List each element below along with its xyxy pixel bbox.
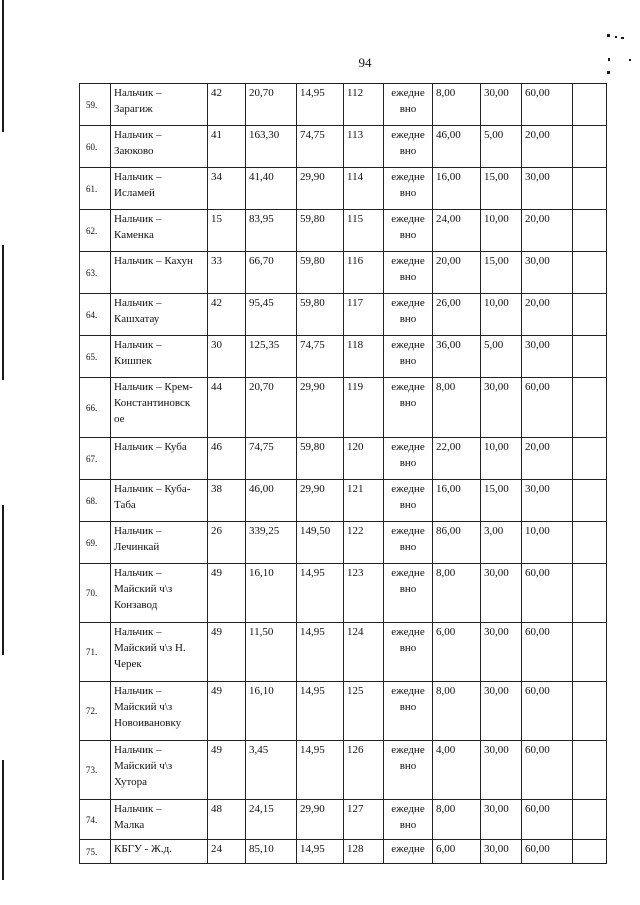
frequency — [384, 378, 433, 438]
cell-col-5: 14,95 — [297, 564, 344, 623]
cell-col-6: 127 — [344, 800, 384, 840]
frequency-line: вно — [399, 313, 417, 325]
frequency — [384, 336, 433, 378]
cell-col-11 — [573, 168, 607, 210]
cell-col-11 — [573, 840, 607, 864]
cell-col-9: 30,00 — [481, 741, 522, 800]
route-name-line: Майский ч\з — [114, 583, 173, 595]
frequency — [384, 741, 433, 800]
cell-col-6: 115 — [344, 210, 384, 252]
route-name — [111, 210, 208, 252]
route-name-line: Новоивановку — [114, 717, 182, 729]
frequency-line: вно — [399, 229, 417, 241]
frequency — [384, 800, 433, 840]
frequency-line: вно — [399, 187, 417, 199]
scan-mark-right-3 — [621, 37, 624, 39]
cell-col-4: 3,45 — [246, 741, 297, 800]
cell-col-3: 34 — [208, 168, 246, 210]
cell-col-11 — [573, 336, 607, 378]
frequency — [384, 168, 433, 210]
cell-col-5: 29,90 — [297, 800, 344, 840]
cell-col-5: 29,90 — [297, 378, 344, 438]
cell-col-5: 29,90 — [297, 480, 344, 522]
cell-col-4: 125,35 — [246, 336, 297, 378]
cell-col-4: 16,10 — [246, 682, 297, 741]
cell-col-3: 38 — [208, 480, 246, 522]
table-row — [80, 840, 607, 864]
frequency-line: вно — [399, 103, 417, 115]
route-name — [111, 741, 208, 800]
cell-col-5: 14,95 — [297, 682, 344, 741]
route-name-line: Нальчик – — [114, 744, 162, 756]
cell-col-6: 120 — [344, 438, 384, 480]
frequency-line: ежедне — [391, 843, 425, 855]
frequency-line: ежедне — [391, 339, 425, 351]
cell-col-3: 49 — [208, 623, 246, 682]
row-number: 68. — [80, 480, 111, 522]
table-row — [80, 522, 607, 564]
cell-col-3: 49 — [208, 682, 246, 741]
frequency-line: вно — [399, 819, 417, 831]
cell-col-6: 116 — [344, 252, 384, 294]
frequency-line: ежедне — [391, 744, 425, 756]
route-name-line: Заюково — [114, 145, 154, 157]
cell-col-6: 119 — [344, 378, 384, 438]
cell-col-5: 59,80 — [297, 438, 344, 480]
cell-col-11 — [573, 564, 607, 623]
frequency-line: ежедне — [391, 381, 425, 393]
frequency-line: ежедне — [391, 685, 425, 697]
route-name — [111, 800, 208, 840]
cell-col-5: 59,80 — [297, 210, 344, 252]
route-name — [111, 438, 208, 480]
cell-col-9: 30,00 — [481, 84, 522, 126]
scan-mark-right-6 — [607, 71, 610, 74]
row-number: 74. — [80, 800, 111, 840]
cell-col-9: 15,00 — [481, 168, 522, 210]
frequency-line: ежедне — [391, 483, 425, 495]
route-name — [111, 522, 208, 564]
cell-col-4: 20,70 — [246, 378, 297, 438]
table-row — [80, 378, 607, 438]
frequency-line: ежедне — [391, 255, 425, 267]
cell-col-8: 8,00 — [433, 800, 481, 840]
frequency-line: вно — [399, 457, 417, 469]
route-name — [111, 168, 208, 210]
cell-col-8: 26,00 — [433, 294, 481, 336]
cell-col-6: 117 — [344, 294, 384, 336]
route-name-line: Малка — [114, 819, 145, 831]
route-name — [111, 564, 208, 623]
cell-col-6: 114 — [344, 168, 384, 210]
cell-col-3: 42 — [208, 84, 246, 126]
route-name — [111, 336, 208, 378]
cell-col-10: 60,00 — [522, 564, 573, 623]
route-name-line: Исламей — [114, 187, 155, 199]
row-number: 64. — [80, 294, 111, 336]
cell-col-3: 49 — [208, 741, 246, 800]
route-name — [111, 480, 208, 522]
row-number: 62. — [80, 210, 111, 252]
route-name-line: Нальчик – — [114, 87, 162, 99]
row-number: 70. — [80, 564, 111, 623]
cell-col-9: 5,00 — [481, 126, 522, 168]
cell-col-11 — [573, 438, 607, 480]
cell-col-4: 41,40 — [246, 168, 297, 210]
cell-col-9: 5,00 — [481, 336, 522, 378]
route-name-line: Майский ч\з — [114, 701, 173, 713]
cell-col-4: 20,70 — [246, 84, 297, 126]
row-number: 73. — [80, 741, 111, 800]
cell-col-3: 42 — [208, 294, 246, 336]
cell-col-9: 30,00 — [481, 682, 522, 741]
route-name-line: Нальчик – — [114, 297, 162, 309]
cell-col-6: 126 — [344, 741, 384, 800]
row-number: 66. — [80, 378, 111, 438]
frequency-line: вно — [399, 499, 417, 511]
cell-col-4: 163,30 — [246, 126, 297, 168]
cell-col-8: 24,00 — [433, 210, 481, 252]
cell-col-9: 30,00 — [481, 564, 522, 623]
cell-col-5: 149,50 — [297, 522, 344, 564]
cell-col-6: 128 — [344, 840, 384, 864]
routes-table — [79, 83, 607, 864]
route-name — [111, 84, 208, 126]
cell-col-5: 74,75 — [297, 126, 344, 168]
frequency — [384, 84, 433, 126]
cell-col-10: 20,00 — [522, 126, 573, 168]
table-row — [80, 210, 607, 252]
cell-col-5: 59,80 — [297, 294, 344, 336]
route-name — [111, 840, 208, 864]
frequency-line: ежедне — [391, 297, 425, 309]
row-number: 60. — [80, 126, 111, 168]
cell-col-9: 30,00 — [481, 800, 522, 840]
route-name-line: Кашхатау — [114, 313, 160, 325]
cell-col-8: 8,00 — [433, 682, 481, 741]
cell-col-10: 20,00 — [522, 438, 573, 480]
scan-mark-right-2 — [615, 36, 617, 38]
cell-col-9: 30,00 — [481, 378, 522, 438]
cell-col-9: 15,00 — [481, 252, 522, 294]
table-row — [80, 800, 607, 840]
cell-col-10: 60,00 — [522, 378, 573, 438]
frequency — [384, 126, 433, 168]
cell-col-4: 83,95 — [246, 210, 297, 252]
frequency — [384, 480, 433, 522]
frequency — [384, 840, 433, 864]
row-number: 61. — [80, 168, 111, 210]
route-name — [111, 623, 208, 682]
table-row — [80, 438, 607, 480]
route-name-line: Таба — [114, 499, 136, 511]
frequency-line: ежедне — [391, 626, 425, 638]
scan-mark-left-3 — [2, 505, 4, 655]
route-name — [111, 682, 208, 741]
frequency — [384, 210, 433, 252]
cell-col-3: 46 — [208, 438, 246, 480]
frequency-line: вно — [399, 760, 417, 772]
route-name-line: Нальчик – — [114, 213, 162, 225]
route-name — [111, 252, 208, 294]
cell-col-8: 8,00 — [433, 378, 481, 438]
route-name-line: Нальчик – — [114, 567, 162, 579]
cell-col-4: 66,70 — [246, 252, 297, 294]
row-number: 59. — [80, 84, 111, 126]
frequency-line: ежедне — [391, 525, 425, 537]
page-number: 94 — [358, 55, 372, 70]
table-row — [80, 564, 607, 623]
table-row — [80, 294, 607, 336]
cell-col-5: 14,95 — [297, 840, 344, 864]
cell-col-11 — [573, 126, 607, 168]
cell-col-3: 26 — [208, 522, 246, 564]
cell-col-3: 44 — [208, 378, 246, 438]
route-name-line: Нальчик – — [114, 803, 162, 815]
route-name-line: Каменка — [114, 229, 154, 241]
route-name-line: Майский ч\з Н. — [114, 642, 186, 654]
frequency-line: ежедне — [391, 87, 425, 99]
cell-col-8: 36,00 — [433, 336, 481, 378]
table-row — [80, 336, 607, 378]
cell-col-5: 14,95 — [297, 741, 344, 800]
route-name-line: Зарагиж — [114, 103, 153, 115]
cell-col-4: 95,45 — [246, 294, 297, 336]
cell-col-6: 113 — [344, 126, 384, 168]
cell-col-10: 20,00 — [522, 294, 573, 336]
cell-col-8: 4,00 — [433, 741, 481, 800]
route-name-line: Лечинкай — [114, 541, 160, 553]
cell-col-9: 15,00 — [481, 480, 522, 522]
table-row — [80, 168, 607, 210]
cell-col-11 — [573, 522, 607, 564]
route-name-line: Хутора — [114, 776, 148, 788]
route-name-line: Нальчик – Кахун — [114, 255, 193, 267]
cell-col-11 — [573, 480, 607, 522]
route-name-line: КБГУ - Ж.д. — [114, 843, 172, 855]
cell-col-3: 33 — [208, 252, 246, 294]
cell-col-6: 112 — [344, 84, 384, 126]
table-body — [80, 84, 607, 864]
cell-col-4: 16,10 — [246, 564, 297, 623]
frequency-line: ежедне — [391, 441, 425, 453]
cell-col-11 — [573, 378, 607, 438]
table-row — [80, 682, 607, 741]
cell-col-3: 30 — [208, 336, 246, 378]
cell-col-9: 10,00 — [481, 294, 522, 336]
cell-col-8: 16,00 — [433, 168, 481, 210]
cell-col-5: 14,95 — [297, 84, 344, 126]
frequency-line: вно — [399, 271, 417, 283]
cell-col-9: 10,00 — [481, 210, 522, 252]
cell-col-10: 10,00 — [522, 522, 573, 564]
cell-col-11 — [573, 623, 607, 682]
cell-col-6: 122 — [344, 522, 384, 564]
cell-col-8: 22,00 — [433, 438, 481, 480]
cell-col-3: 41 — [208, 126, 246, 168]
route-name-line: Константиновск — [114, 397, 191, 409]
cell-col-11 — [573, 741, 607, 800]
cell-col-10: 60,00 — [522, 84, 573, 126]
cell-col-4: 339,25 — [246, 522, 297, 564]
route-name-line: Нальчик – Куба — [114, 441, 187, 453]
cell-col-5: 14,95 — [297, 623, 344, 682]
cell-col-3: 48 — [208, 800, 246, 840]
row-number: 65. — [80, 336, 111, 378]
cell-col-11 — [573, 294, 607, 336]
route-name-line: Нальчик – Крем- — [114, 381, 193, 393]
row-number: 67. — [80, 438, 111, 480]
cell-col-6: 118 — [344, 336, 384, 378]
frequency-line: вно — [399, 355, 417, 367]
cell-col-8: 6,00 — [433, 840, 481, 864]
cell-col-4: 24,15 — [246, 800, 297, 840]
scan-mark-right-1 — [607, 34, 610, 37]
frequency-line: ежедне — [391, 567, 425, 579]
cell-col-10: 30,00 — [522, 252, 573, 294]
frequency-line: вно — [399, 145, 417, 157]
frequency — [384, 252, 433, 294]
cell-col-10: 60,00 — [522, 682, 573, 741]
cell-col-8: 6,00 — [433, 623, 481, 682]
cell-col-10: 30,00 — [522, 336, 573, 378]
frequency-line: ежедне — [391, 803, 425, 815]
cell-col-10: 20,00 — [522, 210, 573, 252]
frequency-line: ежедне — [391, 213, 425, 225]
cell-col-8: 16,00 — [433, 480, 481, 522]
route-name-line: Кишпек — [114, 355, 152, 367]
cell-col-11 — [573, 252, 607, 294]
route-name — [111, 378, 208, 438]
frequency — [384, 522, 433, 564]
cell-col-3: 49 — [208, 564, 246, 623]
cell-col-8: 46,00 — [433, 126, 481, 168]
frequency-line: вно — [399, 583, 417, 595]
route-name-line: Нальчик – — [114, 685, 162, 697]
cell-col-10: 30,00 — [522, 480, 573, 522]
route-name — [111, 294, 208, 336]
cell-col-6: 124 — [344, 623, 384, 682]
row-number: 71. — [80, 623, 111, 682]
cell-col-10: 60,00 — [522, 623, 573, 682]
cell-col-6: 123 — [344, 564, 384, 623]
route-name-line: Майский ч\з — [114, 760, 173, 772]
route-name — [111, 126, 208, 168]
frequency — [384, 623, 433, 682]
cell-col-3: 24 — [208, 840, 246, 864]
cell-col-3: 15 — [208, 210, 246, 252]
route-name-line: Конзавод — [114, 599, 158, 611]
table-row — [80, 741, 607, 800]
frequency-line: ежедне — [391, 171, 425, 183]
frequency-line: вно — [399, 642, 417, 654]
row-number: 69. — [80, 522, 111, 564]
cell-col-11 — [573, 84, 607, 126]
frequency — [384, 682, 433, 741]
cell-col-8: 8,00 — [433, 564, 481, 623]
cell-col-10: 60,00 — [522, 741, 573, 800]
scan-mark-left-2 — [2, 245, 4, 380]
cell-col-4: 46,00 — [246, 480, 297, 522]
row-number: 75. — [80, 840, 111, 864]
cell-col-10: 60,00 — [522, 840, 573, 864]
row-number: 63. — [80, 252, 111, 294]
cell-col-11 — [573, 682, 607, 741]
cell-col-9: 3,00 — [481, 522, 522, 564]
cell-col-6: 125 — [344, 682, 384, 741]
cell-col-10: 30,00 — [522, 168, 573, 210]
cell-col-9: 10,00 — [481, 438, 522, 480]
table-row — [80, 623, 607, 682]
frequency — [384, 564, 433, 623]
cell-col-5: 59,80 — [297, 252, 344, 294]
route-name-line: Нальчик – — [114, 339, 162, 351]
frequency-line: вно — [399, 541, 417, 553]
cell-col-6: 121 — [344, 480, 384, 522]
cell-col-8: 86,00 — [433, 522, 481, 564]
cell-col-8: 8,00 — [433, 84, 481, 126]
table-row — [80, 126, 607, 168]
cell-col-8: 20,00 — [433, 252, 481, 294]
cell-col-4: 11,50 — [246, 623, 297, 682]
frequency-line: вно — [399, 397, 417, 409]
frequency — [384, 294, 433, 336]
route-name-line: ое — [114, 413, 125, 425]
cell-col-10: 60,00 — [522, 800, 573, 840]
table-row — [80, 84, 607, 126]
table-row — [80, 480, 607, 522]
cell-col-4: 74,75 — [246, 438, 297, 480]
frequency-line: ежедне — [391, 129, 425, 141]
route-name-line: Черек — [114, 658, 142, 670]
frequency-line: вно — [399, 701, 417, 713]
table-row — [80, 252, 607, 294]
route-name-line: Нальчик – — [114, 129, 162, 141]
cell-col-9: 30,00 — [481, 623, 522, 682]
cell-col-5: 74,75 — [297, 336, 344, 378]
route-name-line: Нальчик – — [114, 626, 162, 638]
route-name-line: Нальчик – — [114, 525, 162, 537]
cell-col-11 — [573, 800, 607, 840]
cell-col-4: 85,10 — [246, 840, 297, 864]
route-name-line: Нальчик – — [114, 171, 162, 183]
cell-col-9: 30,00 — [481, 840, 522, 864]
frequency — [384, 438, 433, 480]
cell-col-5: 29,90 — [297, 168, 344, 210]
scan-mark-left-4 — [2, 760, 4, 880]
row-number: 72. — [80, 682, 111, 741]
route-name-line: Нальчик – Куба- — [114, 483, 191, 495]
cell-col-11 — [573, 210, 607, 252]
